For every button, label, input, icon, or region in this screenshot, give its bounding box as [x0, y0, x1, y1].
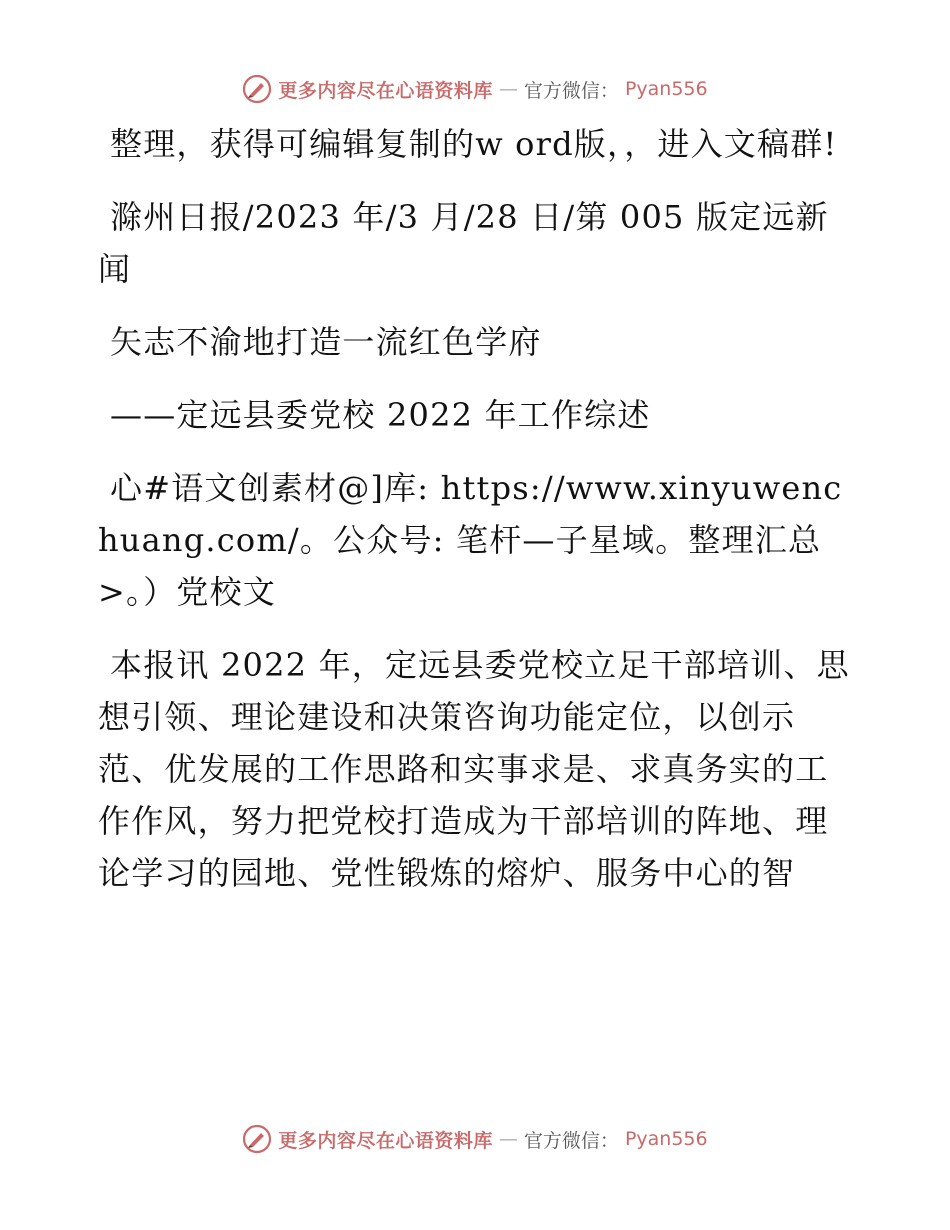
document-body — [98, 118, 858, 920]
watermark-dash: — — [498, 1128, 518, 1150]
paragraph-promo: 心#语文创素材@]库: https://www.xinyuwenchuang.com/。公众号: 笔杆—子星域。整理汇总>。）党校文 — [98, 469, 843, 611]
watermark-id: Pyan556 — [624, 1128, 708, 1150]
article-subtitle: ——定远县委党校 2022 年工作综述 — [110, 396, 651, 434]
paragraph-body: 本报讯 2022 年，定远县委党校立足干部培训、思想引领、理论建设和决策咨询功能定位，以创示范、优发展的工作思路和实事求是、求真务实的工作作风，努力把党校打造成为干部培训的阵地、理论学习的园地、党性锻炼的熔炉、服务中心的智 — [98, 646, 850, 892]
watermark-text: 更多内容尽在心语资料库 — [278, 79, 493, 102]
pen-logo-icon — [242, 1124, 272, 1154]
paragraph-source: 滁州日报/2023 年/3 月/28 日/第 005 版定远新闻 — [98, 198, 829, 288]
watermark-dash: — — [498, 78, 518, 100]
paragraph-notice: 整理，获得可编辑复制的w ord版，，进入文稿群! — [110, 125, 838, 163]
watermark-id: Pyan556 — [624, 78, 708, 100]
article-title: 矢志不渝地打造一流红色学府 — [110, 323, 542, 361]
pen-logo-icon — [242, 74, 272, 104]
watermark-label: 官方微信： — [523, 1129, 619, 1152]
watermark-label: 官方微信： — [523, 79, 619, 102]
footer-watermark — [0, 1124, 950, 1154]
watermark-text: 更多内容尽在心语资料库 — [278, 1129, 493, 1152]
header-watermark — [0, 74, 950, 104]
